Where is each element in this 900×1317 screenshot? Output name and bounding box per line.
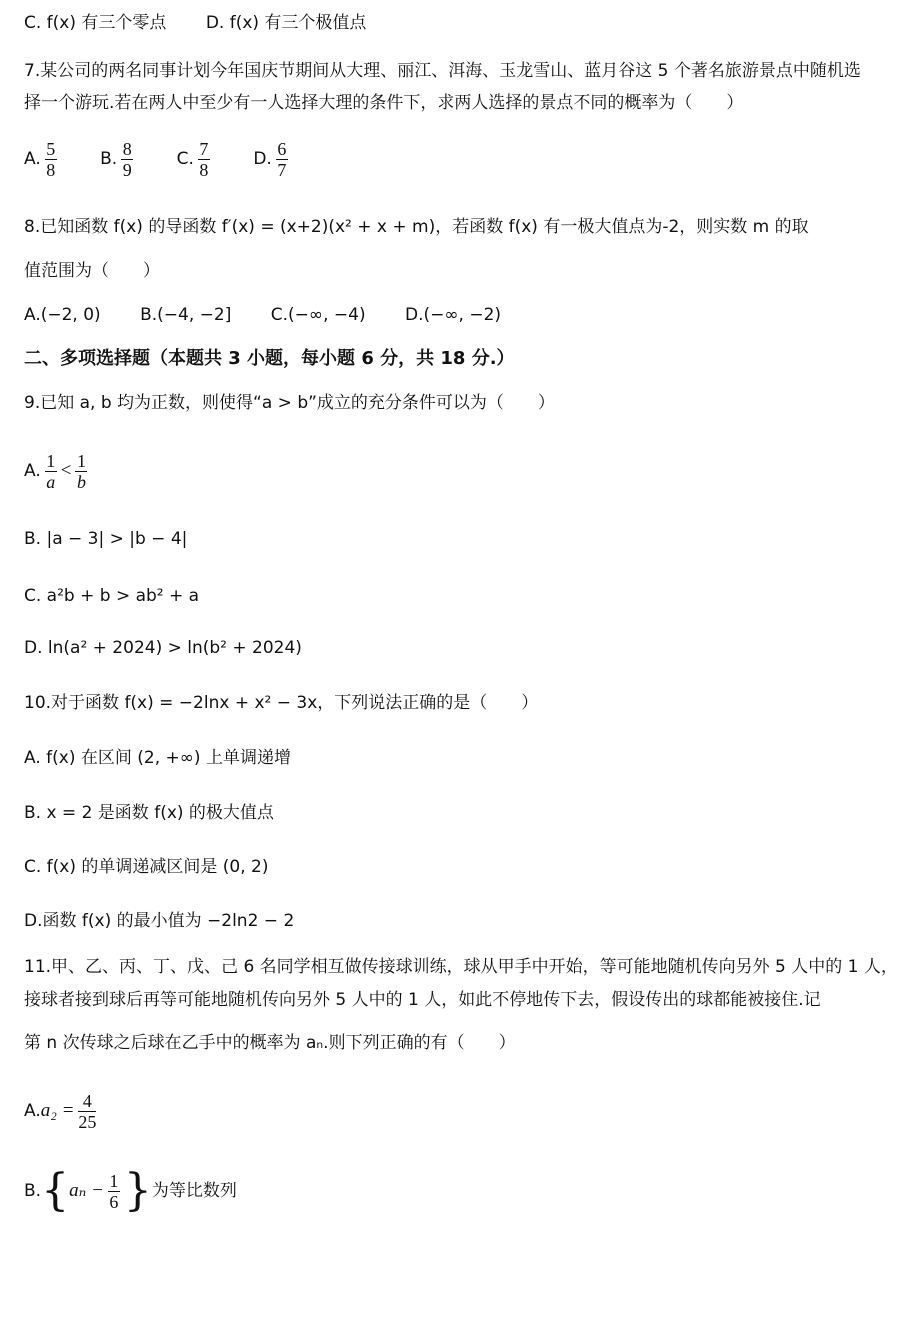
q9-option-a: A. $\frac{1}{a}$ < $\frac{1}{b}$ bbox=[24, 450, 86, 492]
q10-option-a: A. f(x) 在区间 (2, +∞) 上单调递增 bbox=[24, 748, 291, 768]
q9-option-d: D. ln(a² + 2024) > ln(b² + 2024) bbox=[24, 638, 302, 658]
q10-option-b: B. x = 2 是函数 f(x) 的极大值点 bbox=[24, 803, 274, 823]
q7-stem-line1: 7.某公司的两名同事计划今年国庆节期间从大理、丽江、洱海、玉龙雪山、蓝月谷这 5 个著名旅游景点中随机选 bbox=[24, 61, 861, 81]
q11-stem-line3: 第 n 次传球之后球在乙手中的概率为 aₙ.则下列正确的有（ ） bbox=[24, 1033, 516, 1053]
q8-stem-line1: 8.已知函数 f(x) 的导函数 f′(x) = (x+2)(x² + x + m)，若函数 f(x) 有一极大值点为-2，则实数 m 的取 bbox=[24, 217, 809, 237]
q11-stem-line2: 接球者接到球后再等可能地随机传向另外 5 人中的 1 人，如此不停地传下去，假设传出的球都能被接住.记 bbox=[24, 990, 821, 1010]
q7-option-b: B. $\frac{8}{9}$ bbox=[100, 138, 132, 180]
q6-options-cd bbox=[24, 10, 366, 36]
q11-option-a: A.a₂ = $\frac{4}{25}$ bbox=[24, 1090, 97, 1132]
q8-option-d: D.(−∞, −2) bbox=[404, 305, 502, 325]
q6-option-d: D. f(x) 有三个极值点 bbox=[205, 13, 367, 33]
q7-option-a: A. $\frac{5}{8}$ bbox=[24, 138, 56, 180]
q10-option-c: C. f(x) 的单调递减区间是 (0, 2) bbox=[24, 857, 269, 877]
q10-option-d: D.函数 f(x) 的最小值为 −2ln2 − 2 bbox=[24, 911, 295, 931]
q7-stem-line2: 择一个游玩.若在两人中至少有一人选择大理的条件下，求两人选择的景点不同的概率为（ ） bbox=[24, 93, 744, 113]
q7-options bbox=[24, 136, 292, 182]
q8-option-a: A.(−2, 0) bbox=[24, 305, 101, 325]
section-heading-multiple-choice: 二、多项选择题（本题共 3 小题，每小题 6 分，共 18 分.） bbox=[24, 348, 515, 369]
q6-option-c: C. f(x) 有三个零点 bbox=[24, 13, 167, 33]
q11-stem-line1: 11.甲、乙、丙、丁、戊、己 6 名同学相互做传接球训练，球从甲手中开始，等可能地随机传向另外 5 人中的 1 人， bbox=[24, 957, 898, 977]
q10-stem: 10.对于函数 f(x) = −2lnx + x² − 3x，下列说法正确的是（ ） bbox=[24, 693, 539, 713]
q7-option-c: C. $\frac{7}{8}$ bbox=[176, 138, 209, 180]
q9-stem: 9.已知 a, b 均为正数，则使得“a > b”成立的充分条件可以为（ ） bbox=[24, 393, 555, 413]
q9-option-c: C. a²b + b > ab² + a bbox=[24, 586, 200, 606]
q11-option-b: B.{aₙ − $\frac{1}{6}$ }为等比数列 bbox=[24, 1165, 237, 1216]
q8-options bbox=[24, 302, 501, 328]
q8-stem-line2: 值范围为（ ） bbox=[24, 261, 160, 281]
q7-option-d: D. $\frac{6}{7}$ bbox=[253, 138, 287, 180]
q8-option-b: B.(−4, −2] bbox=[140, 305, 232, 325]
q9-option-b: B. |a − 3| > |b − 4| bbox=[24, 529, 188, 549]
q8-option-c: C.(−∞, −4) bbox=[270, 305, 366, 325]
